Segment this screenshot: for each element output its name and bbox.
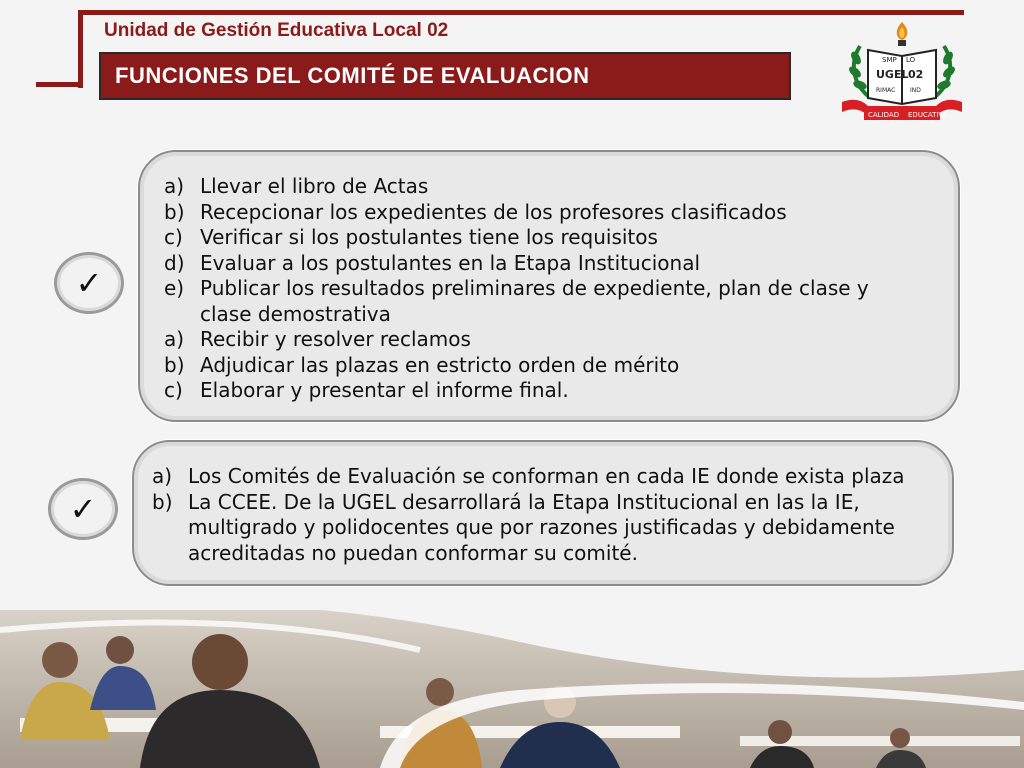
committee-list [152,464,960,566]
committee-panel [132,440,954,586]
logo-ribbon-left: CALIDAD [868,111,900,119]
list-item: c) Elaborar y presentar el informe final. [164,378,569,402]
functions-list [164,174,944,404]
list-item: b) La CCEE. De la UGEL desarrollará la Etapa Institucional en las la IE, multigrado y polidocentes que por razones justificadas y debidamente acreditadas no puedan conformar su comité. [152,489,895,565]
list-item: a) Los Comités de Evaluación se conforman en cada IE donde exista plaza [152,464,905,488]
list-item: d) Evaluar a los postulantes en la Etapa Institucional [164,250,700,275]
list-item: e) Publicar los resultados preliminares de expediente, plan de clase y clase demostrativa [164,276,869,326]
title-banner [99,52,791,100]
functions-panel [138,150,960,422]
logo-text-smp: SMP [882,56,897,64]
list-item: a) Recibir y resolver reclamos [164,327,471,351]
frame-left-line [78,10,83,88]
logo-text-02: 02 [908,68,924,81]
checkmark-icon [48,478,118,540]
checkmark-icon [54,252,124,314]
check-symbol: ✓ [69,490,97,528]
list-item: c) Verificar si los postulantes tiene los requisitos [164,225,658,249]
list-item: b) Recepcionar los expedientes de los profesores clasificados [164,199,787,224]
check-symbol: ✓ [75,264,103,302]
classroom-photo [0,590,1024,768]
logo-text-ind: IND [910,87,921,94]
logo-ribbon-right: EDUCATIVA [908,111,948,119]
list-item: a) Llevar el libro de Actas [164,174,429,198]
logo-text-lo: LO [906,56,916,64]
logo-text-ugel: UGEL [876,68,909,81]
banner-title: FUNCIONES DEL COMITÉ DE EVALUACION [115,63,590,88]
org-title: Unidad de Gestión Educativa Local 02 [104,20,449,41]
logo-text-rimac: RIMAC [876,87,896,94]
ugel-logo [838,18,966,122]
frame-top-line [78,10,964,15]
frame-foot-line [36,82,83,87]
list-item: b) Adjudicar las plazas en estricto orden de mérito [164,352,680,377]
